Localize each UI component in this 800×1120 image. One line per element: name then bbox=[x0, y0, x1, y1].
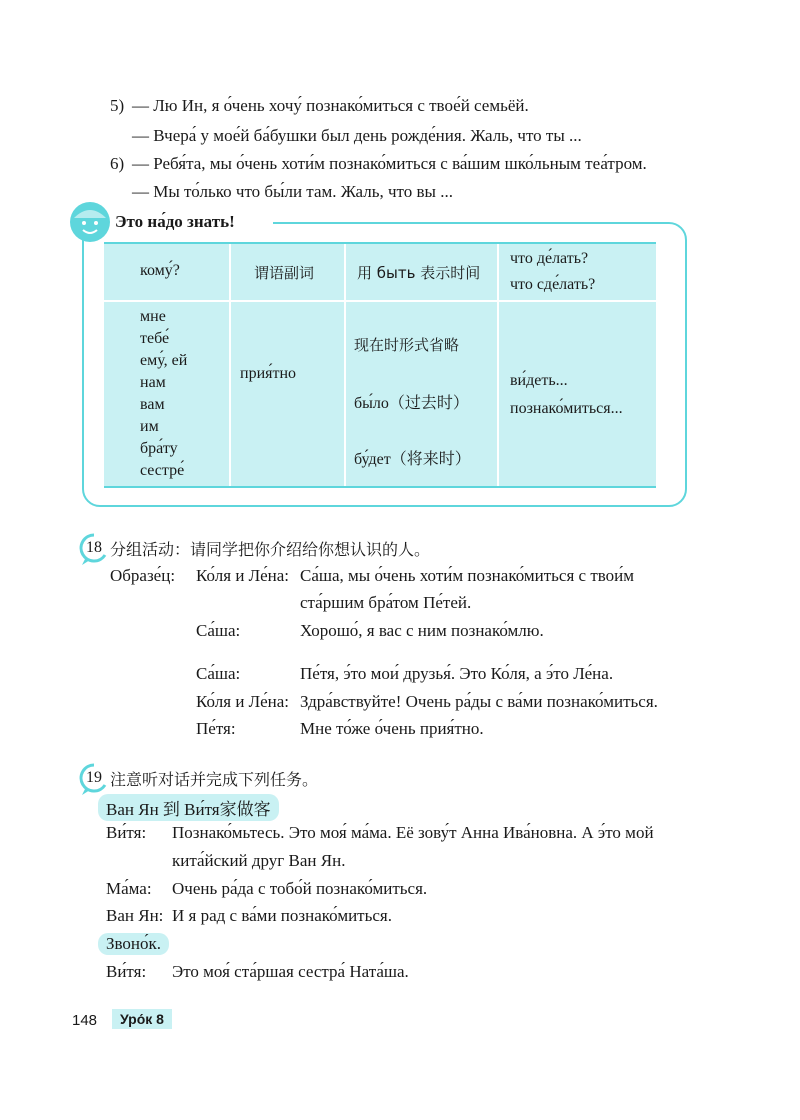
ex19-line: Очень ра́да с тобо́й познако́миться. bbox=[172, 879, 428, 898]
ex19-line: Познако́мьтесь. Это моя́ ма́ма. Её зову́т Анна Ива́новна. А э́то мой bbox=[172, 823, 654, 842]
dialogue-5-line2: — Вчера́ у мое́й ба́бушки был день рожде́ния. Жаль, что ты ... bbox=[132, 126, 582, 145]
exercise-19-number: 19 bbox=[86, 769, 102, 786]
ex18-line: ста́ршим бра́том Пе́тей. bbox=[300, 593, 472, 612]
header-chto-sdelat: что сде́лать? bbox=[510, 276, 596, 293]
ex18-speaker: Са́ша: bbox=[196, 621, 241, 640]
ex19-speaker: Ви́тя: bbox=[106, 823, 147, 842]
exercise-18-instruction: 分组活动：请同学把你介绍给你想认识的人。 bbox=[110, 540, 431, 559]
pronoun: ему́, ей bbox=[140, 352, 188, 369]
exercise-18-marker bbox=[78, 532, 110, 566]
exercise-19-instruction: 注意听对话并完成下列任务。 bbox=[110, 770, 319, 789]
table-col-divider bbox=[344, 244, 346, 486]
ex18-line: Хорошо́, я вас с ним познако́млю. bbox=[300, 621, 544, 640]
predicate-priyatno: прия́тно bbox=[240, 365, 297, 382]
ex18-line: Здра́вствуйте! Очень ра́ды с ва́ми познако́миться. bbox=[300, 692, 658, 711]
dialogue-6-line2: — Мы то́лько что бы́ли там. Жаль, что вы ... bbox=[132, 182, 453, 201]
pronoun: им bbox=[140, 418, 159, 435]
tense-past: бы́ло（过去时） bbox=[354, 395, 469, 412]
tense-future: бу́дет（将来时） bbox=[354, 451, 471, 468]
header-byt-time: 用 быть 表示时间 bbox=[357, 264, 481, 282]
table-col-divider bbox=[497, 244, 499, 486]
ex19-line: И я рад с ва́ми познако́миться. bbox=[172, 906, 392, 925]
ex18-speaker: Ко́ля и Ле́на: bbox=[196, 566, 289, 585]
ex18-line: Мне то́же о́чень прия́тно. bbox=[300, 719, 484, 738]
ex19-speaker: Ван Ян: bbox=[106, 906, 164, 925]
tense-present: 现在时形式省略 bbox=[354, 336, 460, 354]
exercise-18-number: 18 bbox=[86, 539, 102, 556]
sample-label: Образе́ц: bbox=[110, 566, 176, 585]
dialogue-6-number: 6) bbox=[110, 154, 125, 173]
header-komu: кому́? bbox=[140, 262, 180, 279]
table-header-divider bbox=[104, 300, 656, 302]
ex18-speaker: Пе́тя: bbox=[196, 719, 236, 738]
stage-direction: Звоно́к. bbox=[98, 933, 169, 955]
verb-videt: ви́деть... bbox=[510, 372, 568, 389]
pronoun: бра́ту bbox=[140, 440, 178, 457]
dialogue-5-number: 5) bbox=[110, 96, 125, 115]
ex19-line: кита́йский друг Ван Ян. bbox=[172, 851, 346, 870]
note-box-title: Это на́до знать! bbox=[115, 212, 235, 231]
header-predicate-adverb: 谓语副词 bbox=[254, 264, 315, 282]
lesson-label: Уро́к 8 bbox=[112, 1009, 172, 1029]
dialogue-5-line1: — Лю Ин, я о́чень хочу́ познако́миться с твое́й семьёй. bbox=[132, 96, 529, 115]
header-chto-delat: что де́лать? bbox=[510, 250, 589, 267]
grammar-table bbox=[104, 242, 656, 488]
smiley-face-icon bbox=[68, 200, 112, 244]
pronoun: тебе́ bbox=[140, 330, 170, 347]
verb-poznakomitsya: познако́миться... bbox=[510, 400, 623, 417]
pronoun: вам bbox=[140, 396, 165, 413]
ex18-speaker: Са́ша: bbox=[196, 664, 241, 683]
ex19-speaker: Ма́ма: bbox=[106, 879, 152, 898]
pronoun: нам bbox=[140, 374, 166, 391]
pronoun: мне bbox=[140, 308, 166, 325]
pronoun: сестре́ bbox=[140, 462, 185, 479]
ex18-speaker: Ко́ля и Ле́на: bbox=[196, 692, 289, 711]
ex19-line: Это моя́ ста́ршая сестра́ Ната́ша. bbox=[172, 962, 409, 981]
dialogue-6-line1: — Ребя́та, мы о́чень хоти́м познако́миться с ва́шим шко́льным теа́тром. bbox=[132, 154, 647, 173]
exercise-19-marker bbox=[78, 762, 110, 796]
ex18-line: Са́ша, мы о́чень хоти́м познако́миться с твои́м bbox=[300, 566, 635, 585]
page-number: 148 bbox=[72, 1012, 98, 1029]
ex19-speaker: Ви́тя: bbox=[106, 962, 147, 981]
scene-label: Ван Ян 到 Ви́тя家做客 bbox=[98, 794, 279, 821]
table-col-divider bbox=[229, 244, 231, 486]
ex18-line: Пе́тя, э́то мои́ друзья́. Это Ко́ля, а э́то Ле́на. bbox=[300, 664, 614, 683]
